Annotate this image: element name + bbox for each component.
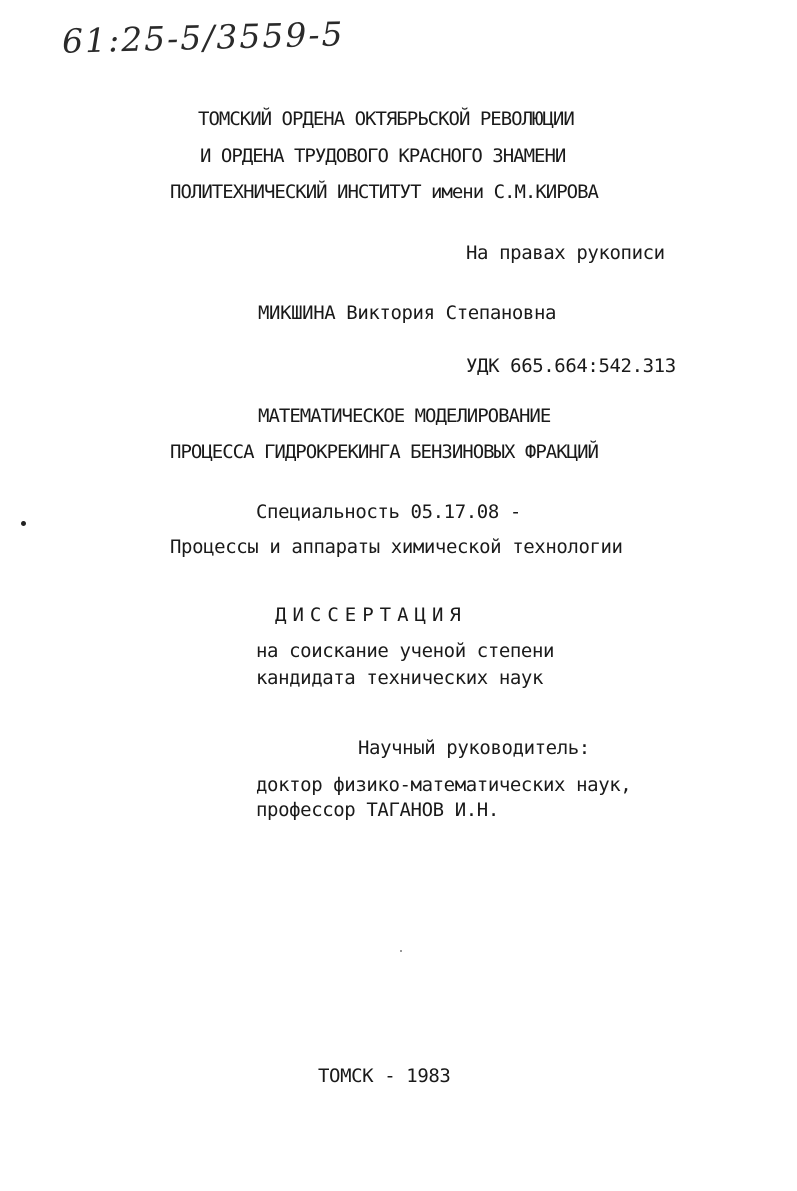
specialty-line-1: Специальность 05.17.08 - xyxy=(256,501,521,523)
institute-line-1: ТОМСКИЙ ОРДЕНА ОКТЯБРЬСКОЙ РЕВОЛЮЦИИ xyxy=(198,108,574,130)
place-year: ТОМСК - 1983 xyxy=(318,1065,451,1087)
supervisor-line-1: доктор физико-математических наук, xyxy=(256,774,632,796)
paper-speck xyxy=(400,950,402,952)
degree-line-2: кандидата технических наук xyxy=(256,667,544,689)
institute-line-3: ПОЛИТЕХНИЧЕСКИЙ ИНСТИТУТ имени С.М.КИРОВА xyxy=(170,181,598,203)
margin-dot xyxy=(21,521,26,526)
supervisor-heading: Научный руководитель: xyxy=(358,737,590,759)
institute-line-2: И ОРДЕНА ТРУДОВОГО КРАСНОГО ЗНАМЕНИ xyxy=(200,145,566,167)
specialty-line-2: Процессы и аппараты химической технологии xyxy=(170,536,623,558)
title-line-1: МАТЕМАТИЧЕСКОЕ МОДЕЛИРОВАНИЕ xyxy=(258,405,551,427)
manuscript-rights: На правах рукописи xyxy=(466,242,665,264)
author-name: МИКШИНА Виктория Степановна xyxy=(258,302,557,324)
degree-line-1: на соискание ученой степени xyxy=(256,640,555,662)
archive-mark: 61:25-5/3559-5 xyxy=(61,14,345,61)
udk-code: УДК 665.664:542.313 xyxy=(466,355,676,377)
supervisor-line-2: профессор ТАГАНОВ И.Н. xyxy=(256,799,499,821)
work-type: ДИССЕРТАЦИЯ xyxy=(275,604,467,626)
title-line-2: ПРОЦЕССА ГИДРОКРЕКИНГА БЕНЗИНОВЫХ ФРАКЦИЙ xyxy=(170,441,598,463)
